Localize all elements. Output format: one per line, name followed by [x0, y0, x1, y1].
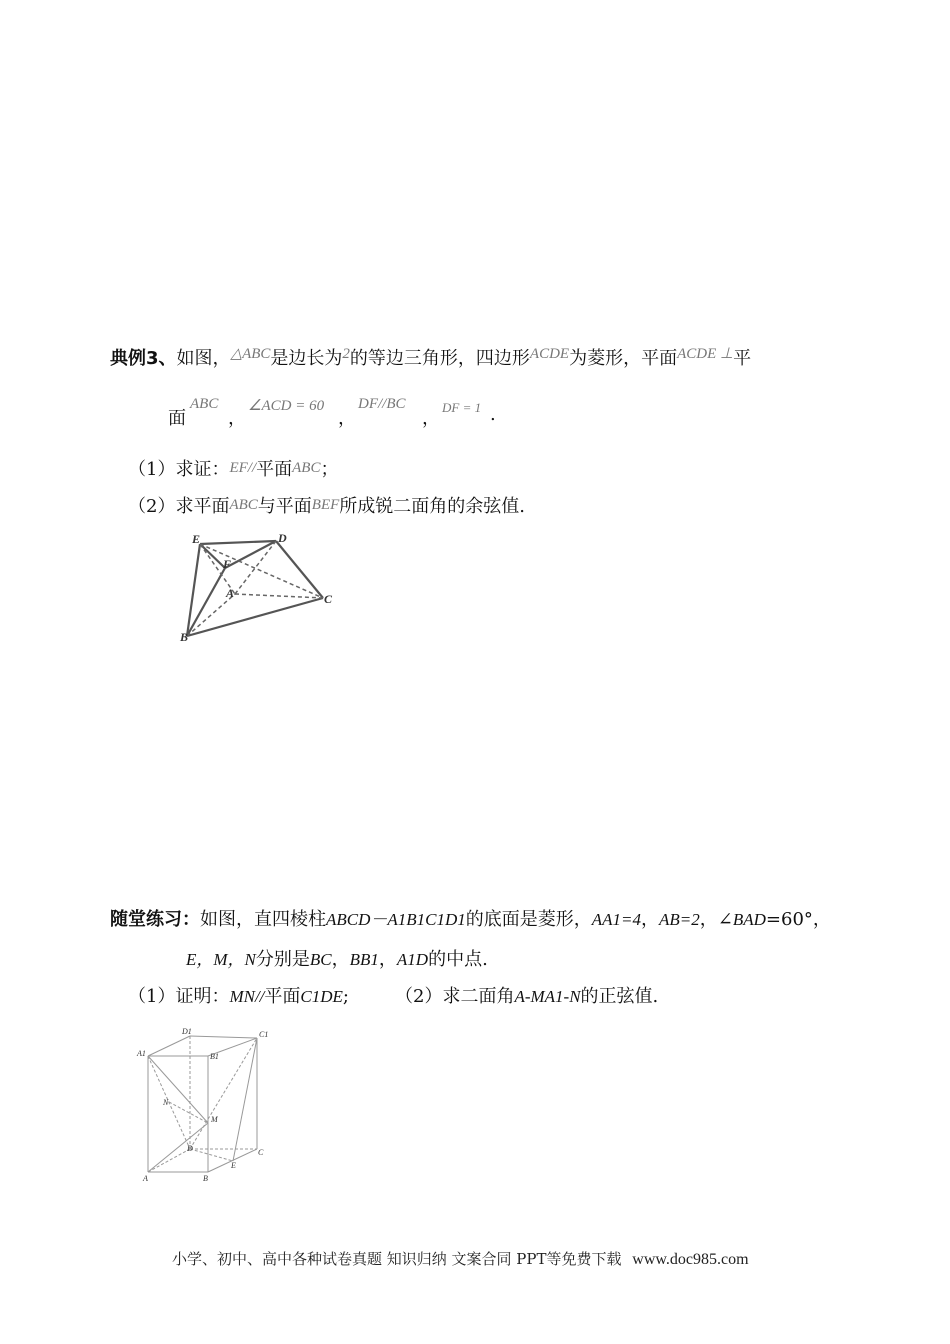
- label-E: E: [231, 1161, 236, 1170]
- pq2-prefix: （2）求二面角: [395, 986, 515, 1007]
- math-abc: ABC: [190, 396, 219, 412]
- example3-question2: [128, 492, 525, 518]
- edge-AM: [148, 1123, 208, 1172]
- math-bad: BAD: [732, 910, 766, 929]
- edge-AD: [148, 1149, 190, 1172]
- example3-sep: 、: [158, 348, 177, 369]
- label-D1: D1: [182, 1027, 192, 1036]
- practice-text3: =60°，: [765, 909, 831, 930]
- edge-DA: [235, 541, 276, 594]
- figure-pyramid: [175, 528, 345, 648]
- math-c1de: C1DE: [300, 987, 343, 1006]
- edge-A1M: [148, 1056, 208, 1123]
- example3-label: 典例3: [110, 348, 159, 369]
- math-aa1: AA1=4: [591, 910, 642, 929]
- q1-mid: 平面: [256, 459, 293, 480]
- math-acde-perp: ACDE ⊥: [677, 346, 734, 362]
- example3-text2: 是边长为: [270, 348, 343, 369]
- example3-comma1: ，: [228, 408, 246, 429]
- pq1-prefix: （1）证明：: [128, 986, 230, 1007]
- edge-DC1: [190, 1038, 257, 1149]
- edge-AC: [235, 594, 323, 598]
- label-M: M: [211, 1115, 218, 1124]
- label-E: E: [192, 532, 201, 546]
- example3-text5: 平: [733, 348, 752, 369]
- math-bb1: BB1: [349, 950, 379, 969]
- practice-comma2: ，∠: [699, 909, 733, 930]
- math-bef: BEF: [311, 497, 340, 513]
- edge-ED: [200, 541, 276, 544]
- edge-EF: [200, 544, 225, 568]
- math-abc-q2: ABC: [229, 497, 258, 513]
- practice-text1: 如图，直四棱柱: [200, 909, 326, 930]
- practice-label: 随堂练习：: [110, 909, 200, 930]
- label-B1: B1: [210, 1052, 219, 1061]
- example3-line1: [110, 344, 751, 370]
- math-a-ma1-n: A-MA1-N: [514, 987, 581, 1006]
- q1-end: ；: [320, 459, 339, 480]
- label-C: C: [324, 592, 333, 606]
- label-C1: C1: [259, 1030, 269, 1039]
- practice-text4: 分别是: [255, 949, 310, 970]
- pq2-end: 的正弦值.: [580, 986, 659, 1007]
- label-A1: A1: [137, 1049, 146, 1058]
- label-D: D: [187, 1144, 193, 1153]
- footer-text: 小学、初中、高中各种试卷真题 知识归纳 文案合同 PPT等免费下载: [172, 1250, 622, 1268]
- edge-DC: [276, 541, 323, 598]
- practice-text2: 的底面是菱形，: [465, 909, 592, 930]
- math-bc: BC: [309, 950, 332, 969]
- math-df-parallel-bc: DF//BC: [358, 396, 406, 412]
- math-emn: E，M，N: [186, 950, 256, 969]
- edge-BC: [187, 598, 323, 636]
- edge-D1C1: [190, 1036, 257, 1038]
- practice-line1: [110, 905, 831, 931]
- edge-FD: [225, 541, 276, 568]
- label-C: C: [258, 1148, 264, 1157]
- example3-text3: 的等边三角形，四边形: [349, 348, 530, 369]
- practice-comma1: ，: [641, 909, 660, 930]
- practice-text5: 的中点.: [428, 949, 488, 970]
- pq1-mid: 平面: [264, 986, 301, 1007]
- math-angle-acd: ∠ACD = 60: [248, 398, 325, 414]
- math-triangle-abc: △ABC: [230, 346, 271, 362]
- practice-question2: [395, 982, 658, 1008]
- math-mn-parallel: MN//: [229, 987, 265, 1006]
- example3-comma2: ，: [338, 408, 356, 429]
- math-prism: ABCD－A1B1C1D1: [326, 910, 466, 929]
- q2-prefix: （2）求平面: [128, 496, 230, 517]
- practice-comma3: ，: [331, 949, 350, 970]
- math-abc-q1: ABC: [292, 460, 321, 476]
- edge-EC: [200, 544, 323, 598]
- label-F: F: [223, 557, 232, 571]
- edge-NM: [169, 1102, 208, 1123]
- label-A: A: [143, 1174, 148, 1183]
- practice-line2: [186, 945, 488, 971]
- figure-prism: [130, 1025, 280, 1185]
- label-B: B: [180, 630, 189, 644]
- label-B: B: [203, 1174, 208, 1183]
- example3-period: .: [490, 404, 496, 425]
- q2-mid: 与平面: [257, 496, 312, 517]
- math-two: 2: [342, 346, 350, 362]
- label-A: A: [226, 586, 235, 600]
- math-ef-parallel: EF//: [229, 460, 257, 476]
- math-ab: AB=2: [659, 910, 700, 929]
- practice-comma4: ，: [378, 949, 397, 970]
- example3-text4: 为菱形，平面: [569, 348, 678, 369]
- label-D: D: [278, 531, 287, 545]
- math-df-eq-1: DF = 1: [442, 400, 482, 415]
- q1-prefix: （1）求证：: [128, 459, 230, 480]
- pq1-end: ;: [342, 986, 349, 1007]
- math-a1d: A1D: [396, 950, 429, 969]
- q2-end: 所成锐二面角的余弦值.: [339, 496, 526, 517]
- example3-text6: 面: [168, 408, 186, 429]
- example3-text1: 如图，: [176, 348, 231, 369]
- label-N: N: [163, 1098, 169, 1107]
- footer-url[interactable]: www.doc985.com: [632, 1251, 749, 1268]
- example3-question1: [128, 455, 338, 481]
- page-footer: [172, 1248, 749, 1269]
- example3-line2: [168, 404, 186, 430]
- math-acde: ACDE: [529, 346, 570, 362]
- edge-C1E: [233, 1038, 257, 1161]
- edge-A1D1: [148, 1036, 190, 1056]
- edge-DE: [190, 1149, 233, 1161]
- example3-comma3: ，: [422, 408, 440, 429]
- practice-question1: [128, 982, 349, 1008]
